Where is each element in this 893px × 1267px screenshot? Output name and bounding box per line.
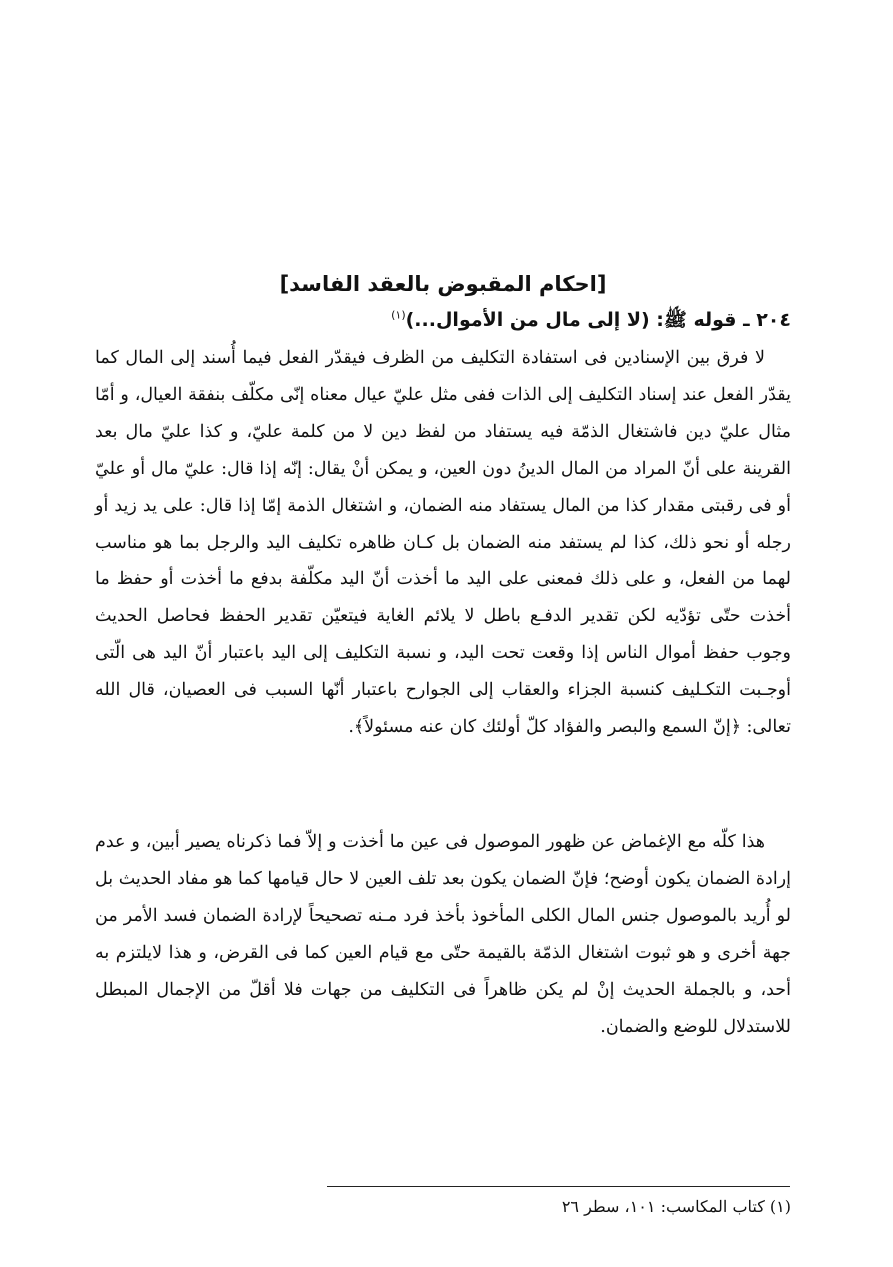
page-heading: [احكام المقبوض بالعقد الفاسد]	[279, 272, 607, 296]
body-text-block-2	[95, 824, 791, 1045]
section-title-text: ٢٠٤ ـ قوله ﷺ: (لا إلى مال من الأموال...)	[405, 309, 791, 331]
footnote: (١) كتاب المكاسب: ١٠١، سطر ٢٦	[561, 1197, 791, 1216]
paragraph-1: لا فرق بين الإسنادين فى استفادة التكليف من الظرف فيقدّر الفعل فيما أُسند إلى المال كما يقدّر الفعل عند إسناد التكليف إلى الذات ففى مثل عليّ عيال معناه إنّى مكلّف بنفقة العيال، و أمّا مثال عليّ دين فاشتغال الذمّة فيه يستفاد من لفظ دين لا من كلمة عليّ، و كذا عليّ مال بعد القرينة على أنّ المراد من المال الدينُ دون العين، و يمكن أنْ يقال: إنّه إذا قال: عليّ مال أو عليّ أو فى رقبتى مقدار كذا من المال يستفاد منه الضمان، و اشتغال الذمة إمّا إذا قال: على يد زيد أو رجله أو نحو ذلك، كذا لم يستفد منه الضمان بل كـان ظاهره تكليف اليد والرجل بما هو مناسب لهما من الفعل، و على ذلك فمعنى على اليد ما أخذت أنّ اليد مكلّفة بدفع ما أخذت أو حفظ ما أخذت حتّى تؤدّيه لكن تقدير الدفـع باطل لا يلائم الغاية فيتعيّن تقدير الحفظ فحاصل الحديث وجوب حفظ أموال الناس إذا وقعت تحت اليد، و نسبة التكليف إلى اليد باعتبار أنّ اليد هى الّتى أوجـبت التكـليف كنسبة الجزاء والعقاب إلى الجوارح باعتبار أنّها السبب فى العصيان، قال الله تعالى: ﴿إنّ السمع والبصر والفؤاد كلّ أولئك كان عنه مسئولاً﴾.	[95, 348, 791, 738]
paragraph-2: هذا كلّه مع الإغماض عن ظهور الموصول فى عين ما أخذت و إلاّ فما ذكرناه يصير أبين، و عدم إرادة الضمان يكون أوضح؛ فإنّ الضمان يكون بعد تلف العين لا حال قيامها كما هو مفاد الحديث بل لو أُريد بالموصول جنس المال الكلى المأخوذ بأخذ فرد مـنه تصحيحاً لإرادة الضمان فسد الأمر من جهة أخرى و هو ثبوت اشتغال الذمّة بالقيمة حتّى مع قيام العين كما فى القرض، و هذا لايلتزم به أحد، و بالجملة الحديث إنْ لم يكن ظاهراً فى التكليف من جهات فلا أقلّ من الإجمال المبطل للاستدلال للوضع والضمان.	[95, 832, 791, 1037]
section-title	[95, 302, 791, 338]
footnote-reference: (١)	[391, 308, 406, 322]
body-text-block-1	[95, 340, 791, 746]
footnote-divider	[327, 1186, 790, 1187]
